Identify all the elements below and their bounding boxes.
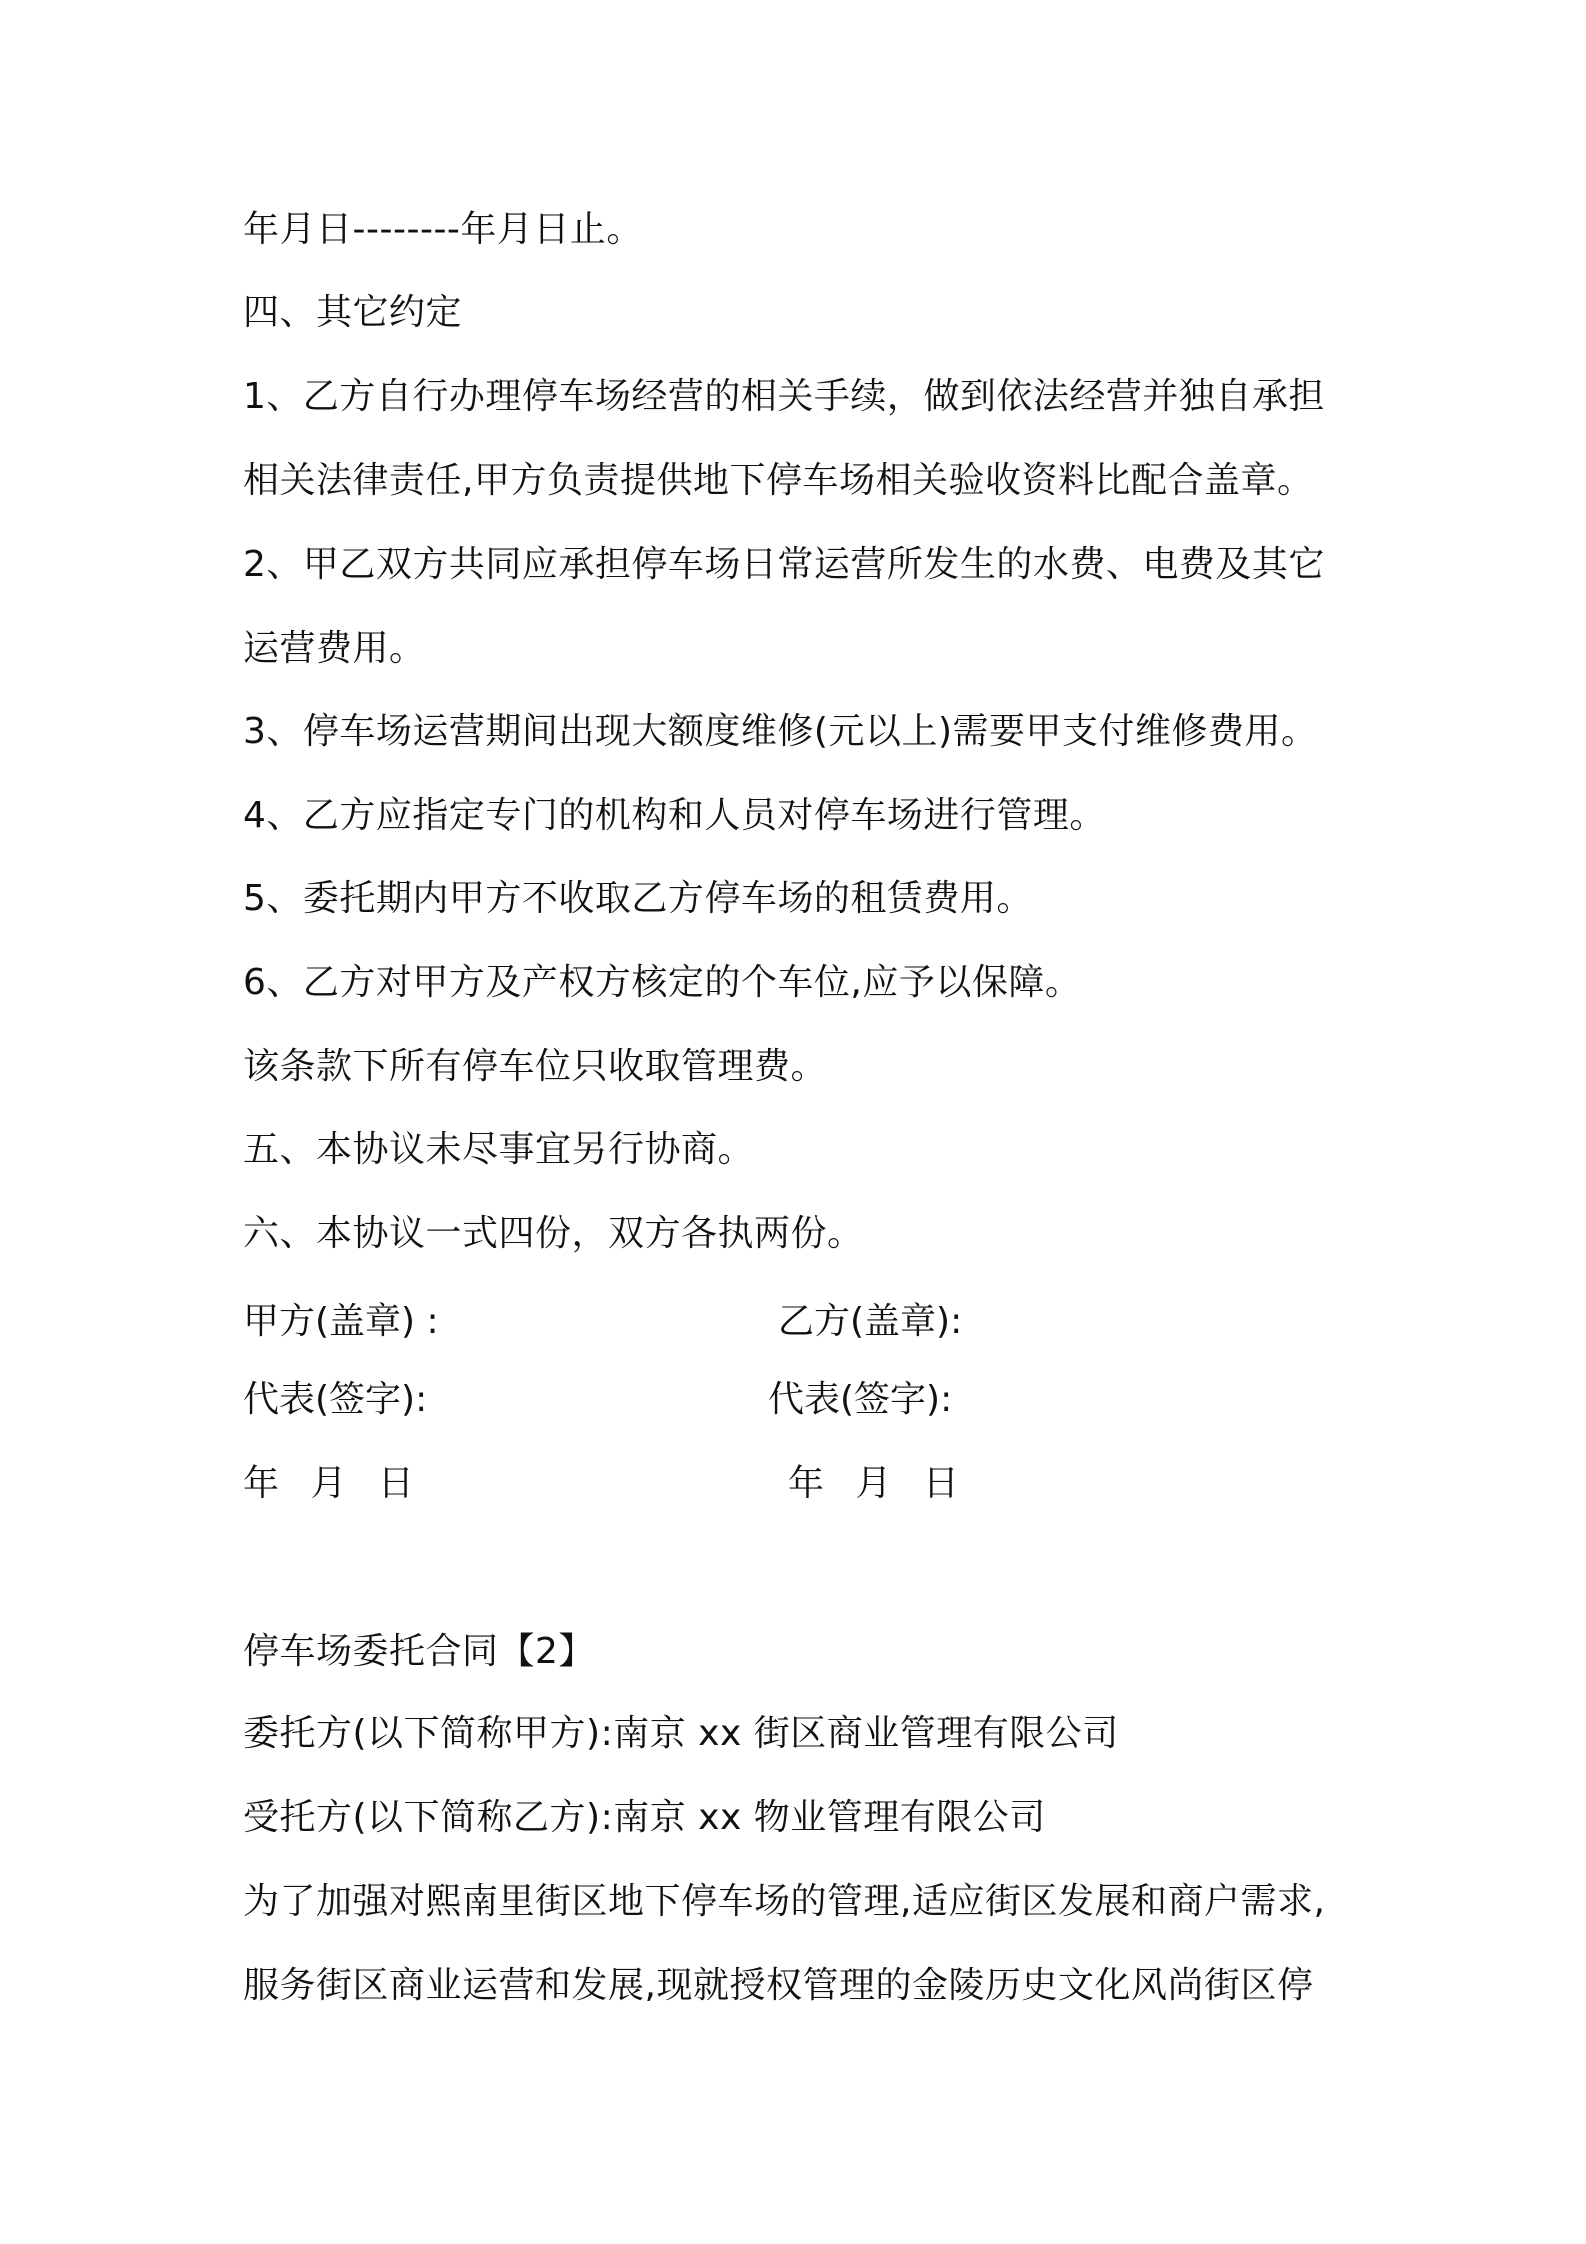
intro-line-2: 服务街区商业运营和发展,现就授权管理的金陵历史文化风尚街区停 xyxy=(243,1965,1314,2006)
party-a-rep-label: 代表(签字): xyxy=(243,1379,428,1420)
clause-6-note: 该条款下所有停车位只收取管理费。 xyxy=(243,1046,828,1087)
party-b-date: 年 月 日 xyxy=(788,1463,969,1504)
party-a-date: 年 月 日 xyxy=(243,1463,424,1504)
clause-5: 5、委托期内甲方不收取乙方停车场的租赁费用。 xyxy=(243,878,1033,919)
clause-6: 6、乙方对甲方及产权方核定的个车位,应予以保障。 xyxy=(243,962,1082,1003)
party-a-seal-label: 甲方(盖章) : xyxy=(243,1301,439,1342)
clause-1-line-1: 1、乙方自行办理停车场经营的相关手续，做到依法经营并独自承担 xyxy=(243,376,1325,417)
agent-party: 受托方(以下简称乙方):南京 xx 物业管理有限公司 xyxy=(243,1797,1046,1838)
heading-copies: 六、本协议一式四份，双方各执两份。 xyxy=(243,1213,864,1254)
clause-4: 4、乙方应指定专门的机构和人员对停车场进行管理。 xyxy=(243,795,1106,836)
heading-negotiation: 五、本协议未尽事宜另行协商。 xyxy=(243,1129,755,1170)
date-range-line: 年月日--------年月日止。 xyxy=(243,209,643,250)
party-b-rep-label: 代表(签字): xyxy=(768,1379,953,1420)
clause-2-line-1: 2、甲乙双方共同应承担停车场日常运营所发生的水费、电费及其它 xyxy=(243,544,1325,585)
intro-line-1: 为了加强对熙南里街区地下停车场的管理,适应街区发展和商户需求, xyxy=(243,1881,1326,1922)
clause-1-line-2: 相关法律责任,甲方负责提供地下停车场相关验收资料比配合盖章。 xyxy=(243,460,1314,501)
clause-2-line-2: 运营费用。 xyxy=(243,628,426,669)
heading-other-terms: 四、其它约定 xyxy=(243,292,463,333)
principal-party: 委托方(以下简称甲方):南京 xx 街区商业管理有限公司 xyxy=(243,1713,1119,1754)
party-b-seal-label: 乙方(盖章): xyxy=(778,1301,963,1342)
contract-2-title: 停车场委托合同【2】 xyxy=(243,1631,595,1672)
clause-3: 3、停车场运营期间出现大额度维修(元以上)需要甲支付维修费用。 xyxy=(243,711,1318,752)
